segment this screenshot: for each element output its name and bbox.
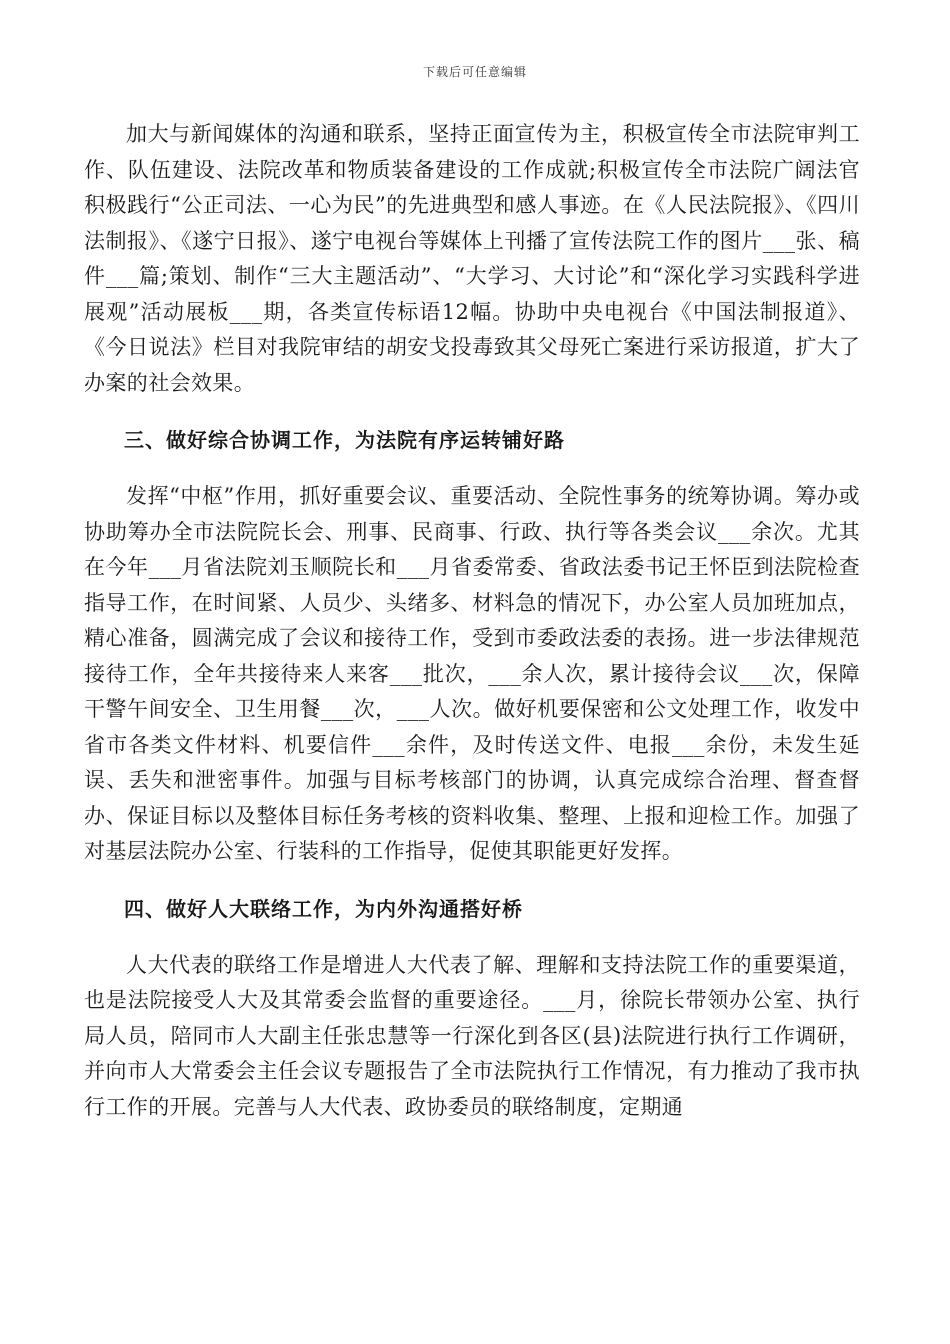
page-header-note: 下载后可任意编辑 [422,65,527,79]
paragraph-media-publicity: 加大与新闻媒体的沟通和联系，坚持正面宣传为主，积极宣传全市法院审判工作、队伍建设、法院改革和物质装备建设的工作成就;积极宣传全市法院广阔法官积极践行“公正司法、一心为民”的先进典型和感人事迹。在《人民法院报》、《四川法制报》、《遂宁日报》、遂宁电视台等媒体上刊播了宣传法院工作的图片___张、稿件___篇;策划、制作“三大主题活动”、“大学习、大讨论”和“深化学习实践科学进展观”活动展板___期，各类宣传标语12幅。协助中央电视台《中国法制报道》、《今日说法》栏目对我院审结的胡安戈投毒致其父母死亡案进行采访报道，扩大了办案的社会效果。 [84,122,860,395]
section-heading-npc-liaison: 四、做好人大联络工作，为内外沟通搭好桥 [124,896,523,921]
document-body [84,117,860,1125]
paragraph-coordination: 发挥“中枢”作用，抓好重要会议、重要活动、全院性事务的统筹协调。筹办或协助筹办全市法院院长会、刑事、民商事、行政、执行等各类会议___余次。尤其在今年___月省法院刘玉顺院长和___月省委常委、省政法委书记王怀臣到法院检查指导工作，在时间紧、人员少、头绪多、材料急的情况下，办公室人员加班加点，精心准备，圆满完成了会议和接待工作，受到市委政法委的表扬。进一步法律规范接待工作，全年共接待来人来客___批次，___余人次，累计接待会议___次，保障干警午间安全、卫生用餐___次，___人次。做好机要保密和公文处理工作，收发中省市各类文件材料、机要信件___余件，及时传送文件、电报___余份，未发生延误、丢失和泄密事件。加强与目标考核部门的协调，认真完成综合治理、督查督办、保证目标以及整体目标任务考核的资料收集、整理、上报和迎检工作。加强了对基层法院办公室、行装科的工作指导，促使其职能更好发挥。 [84,484,860,863]
section-heading-coordination: 三、做好综合协调工作，为法院有序运转铺好路 [124,428,565,452]
paragraph-npc-liaison: 人大代表的联络工作是增进人大代表了解、理解和支持法院工作的重要渠道，也是法院接受人大及其常委会监督的重要途径。___月，徐院长带领办公室、执行局人员，陪同市人大副主任张忠慧等一行深化到各区(县)法院进行执行工作调研，并向市人大常委会主任会议专题报告了全市法院执行工作情况，有力推动了我市执行工作的开展。完善与人大代表、政协委员的联络制度，定期通 [84,952,860,1119]
